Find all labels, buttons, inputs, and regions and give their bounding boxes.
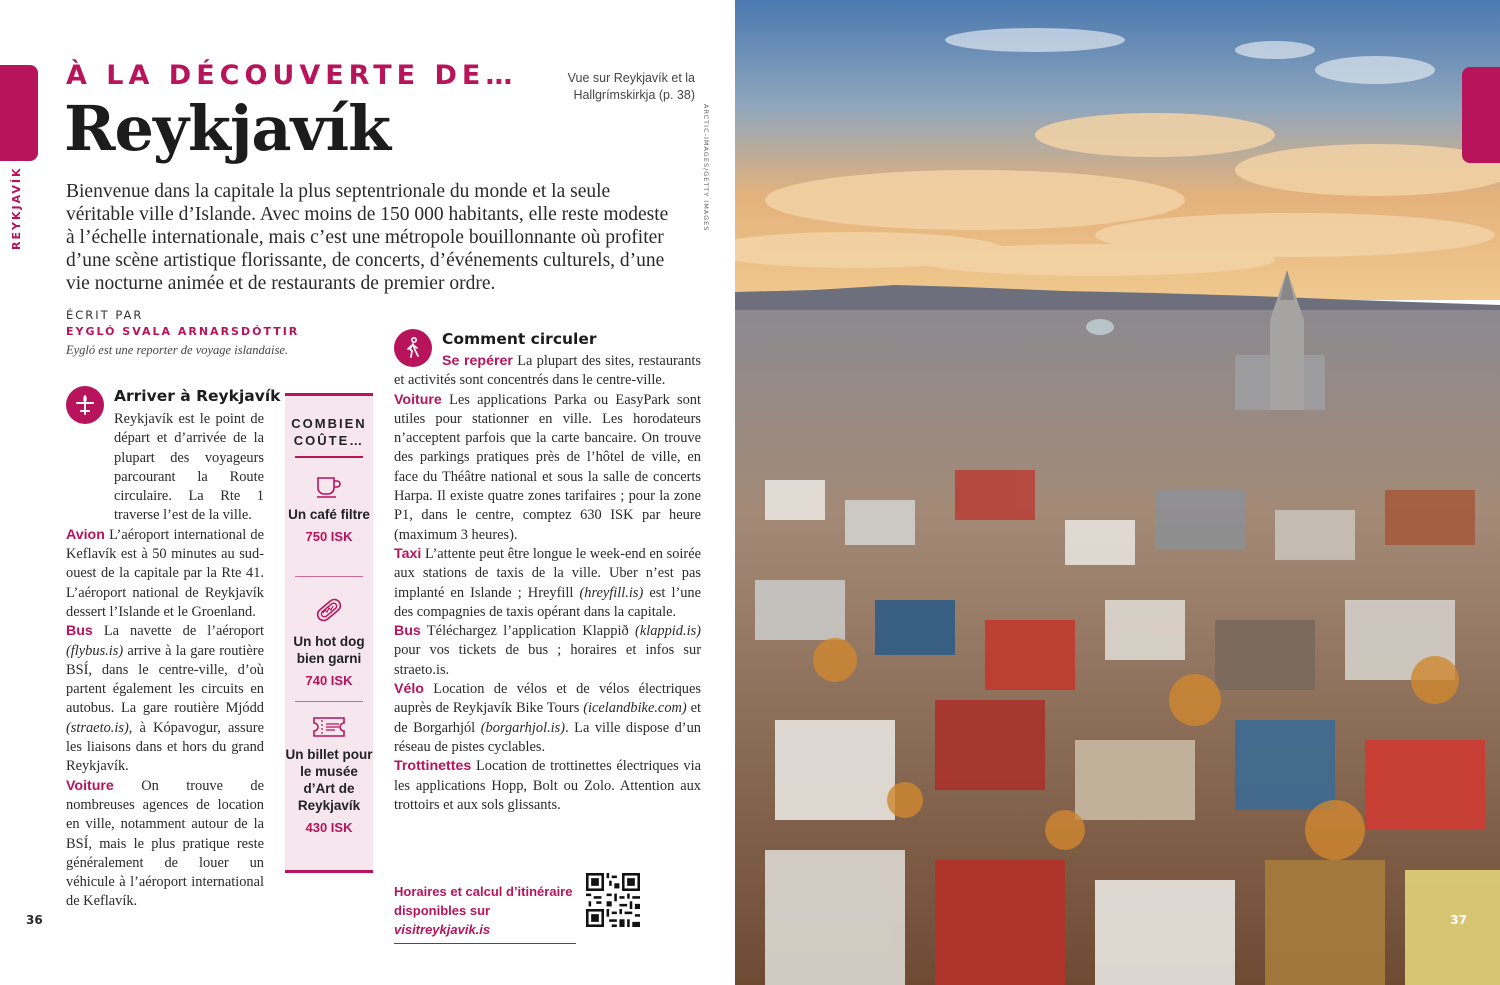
trottinettes-text: Location de trottinettes électriques via les applications Hopp, Bolt ou Zolo. Attention aux trottoirs et aux sols glissants. <box>394 758 701 813</box>
hreyfill-link: (hreyfill.is) <box>579 584 644 601</box>
taxi-text-b: est l’une des compagnies de taxis opérant dans la capitale. <box>394 584 702 620</box>
chapter-tab-right <box>1462 67 1500 163</box>
bus-text-b: pour vos tickets de bus ; horaires et infos sur straeto.is. <box>394 642 701 678</box>
arriving-lead: Reykjavík est le point de départ et d’arrivée de la plupart des voyageurs parcourant la Route circulaire. La Rte 1 traverse l’est de la ville. <box>114 411 264 524</box>
chapter-tab <box>0 65 38 161</box>
left-page <box>0 0 735 985</box>
byline-author: EYGLÓ SVALA ARNARSDÓTTIR <box>66 325 300 338</box>
qr-code-icon[interactable] <box>586 873 640 927</box>
section-heading-arriver: Arriver à Reykjavík <box>114 387 281 405</box>
bus-text-a: Téléchargez l’application Klappið <box>426 623 629 640</box>
hot-dog-icon <box>312 593 346 627</box>
intro-paragraph: Bienvenue dans la capitale la plus septentrionale du monde et la seule véritable ville d’Islande. Avec moins de 150 000 habitants, elle reste modeste à l’échelle internationale, mais c’est une métropole bouillonnante où profiter d’une scène artistique florissante, de concerts, d’événements culturels, d’une vie nocturne animée et de restaurants de premier ordre. <box>66 181 669 294</box>
arriving-bus-text-b: arrive à la gare routière BSÍ, dans le centre-ville, d’où partent également les circuits en autobus. La gare routière Mjódd <box>66 642 264 717</box>
footer-line1: Horaires et calcul d’itinéraire <box>394 884 573 899</box>
price-item-museum <box>285 714 373 835</box>
keyword-avion: Avion <box>66 526 105 543</box>
keyword-velo: Vélo <box>394 681 424 698</box>
reperer-text: La plupart des sites, restaurants et activités sont concentrés dans le centre-ville. <box>394 353 701 389</box>
keyword-reperer: Se repérer <box>442 353 513 369</box>
section-heading-circuler: Comment circuler <box>442 330 597 348</box>
price-item-label: Un café filtre <box>288 507 370 522</box>
velo-text-b: et de Borgarhjól <box>394 700 701 736</box>
flybus-link: (flybus.is) <box>66 642 124 659</box>
keyword-taxi: Taxi <box>394 545 422 562</box>
borgarhjol-link: (borgarhjol.is) <box>480 719 566 736</box>
photo-credit: ARCTIC-IMAGES/GETTY IMAGES <box>702 104 710 232</box>
price-item-value: 750 ISK <box>305 529 353 544</box>
price-item-label: Un hot dog bien garni <box>293 634 365 666</box>
taxi-text-a: L’attente peut être longue le week-end en soirée aux stations de taxis de la ville. Uber n’est pas implanté en Islande ; Hreyfill <box>394 545 701 601</box>
price-sidebar <box>285 393 373 873</box>
ticket-icon <box>311 714 347 740</box>
keyword-voiture: Voiture <box>394 391 442 408</box>
photo-caption: Vue sur Reykjavík et la Hallgrímskirkja (p. 38) <box>567 71 695 102</box>
price-item-value: 430 ISK <box>305 820 353 835</box>
voiture-text: Les applications Parka ou EasyPark sont utiles pour stationner en ville. Les horodateurs n’acceptent parfois que la carte bancaire. On trouve des parkings pratiques près de l’hôtel de ville, en face du Théâtre national et sous la salle de concerts Harpa. Il existe quatre zones tarifaires ; pour la zone P1, dans le centre, comptez 630 ISK par heure (maximum 3 heures). <box>394 391 701 543</box>
price-item-coffee <box>285 474 373 544</box>
sidebar-title: COMBIEN COÛTE… <box>291 416 367 448</box>
page-number-left: 36 <box>26 913 43 927</box>
visitreykjavik-link[interactable]: visitreykjavik.is <box>394 922 491 937</box>
velo-text-c: . La ville dispose d’un réseau de pistes cyclables. <box>394 719 701 755</box>
arriving-avion-text: L’aéroport international de Keflavík est à 50 minutes au sud-ouest de la capitale par la Rte 41. L’aéroport national de Reykjavík dessert l’Islande et le Groenland. <box>66 526 264 620</box>
footer-line2: disponibles sur <box>394 903 491 918</box>
page-number-right: 37 <box>1450 913 1467 927</box>
reykjavik-aerial-photo <box>735 0 1500 985</box>
straeto-link: (straeto.is) <box>66 719 129 736</box>
price-item-label: Un billet pour le musée d’Art de Reykjavík <box>285 747 373 813</box>
arriving-bus-text-a: La navette de l’aéroport <box>103 623 264 640</box>
keyword-bus: Bus <box>66 623 93 640</box>
byline-description: Eygló est une reporter de voyage islandaise. <box>66 343 289 357</box>
price-item-value: 740 ISK <box>305 673 353 688</box>
icelandbike-link: (icelandbike.com) <box>583 700 687 717</box>
sidebar-divider <box>295 701 363 702</box>
arriving-column <box>66 410 264 912</box>
coffee-cup-icon <box>314 474 344 500</box>
sidebar-rule <box>295 456 363 458</box>
velo-text-a: Location de vélos et de vélos électriques auprès de Reykjavík Bike Tours <box>394 681 701 717</box>
price-item-hotdog <box>285 593 373 688</box>
byline-label: ÉCRIT PAR <box>66 308 144 322</box>
page-title: Reykjavík <box>64 92 391 165</box>
itinerary-footer <box>394 882 576 944</box>
cityscape-photo <box>735 0 1500 985</box>
sidebar-divider <box>295 576 363 577</box>
getting-around-column <box>394 352 701 815</box>
side-chapter-label: REYKJAVÍK <box>10 166 23 250</box>
keyword-bus: Bus <box>394 623 421 640</box>
arriving-voiture-text: On trouve de nombreuses agences de location en ville, notamment autour de la BSÍ, mais le plus pratique reste généralement de louer un véhicule à l’aéroport international de Keflavík. <box>66 777 264 910</box>
keyword-trottinettes: Trottinettes <box>394 758 472 775</box>
keyword-voiture: Voiture <box>66 777 114 794</box>
klappid-link: (klappid.is) <box>635 623 701 640</box>
kicker: À LA DÉCOUVERTE DE… <box>66 60 518 91</box>
arriving-bus-text-c: , à Kópavogur, assure les liaisons dans et hors du grand Reykjavík. <box>66 719 264 775</box>
